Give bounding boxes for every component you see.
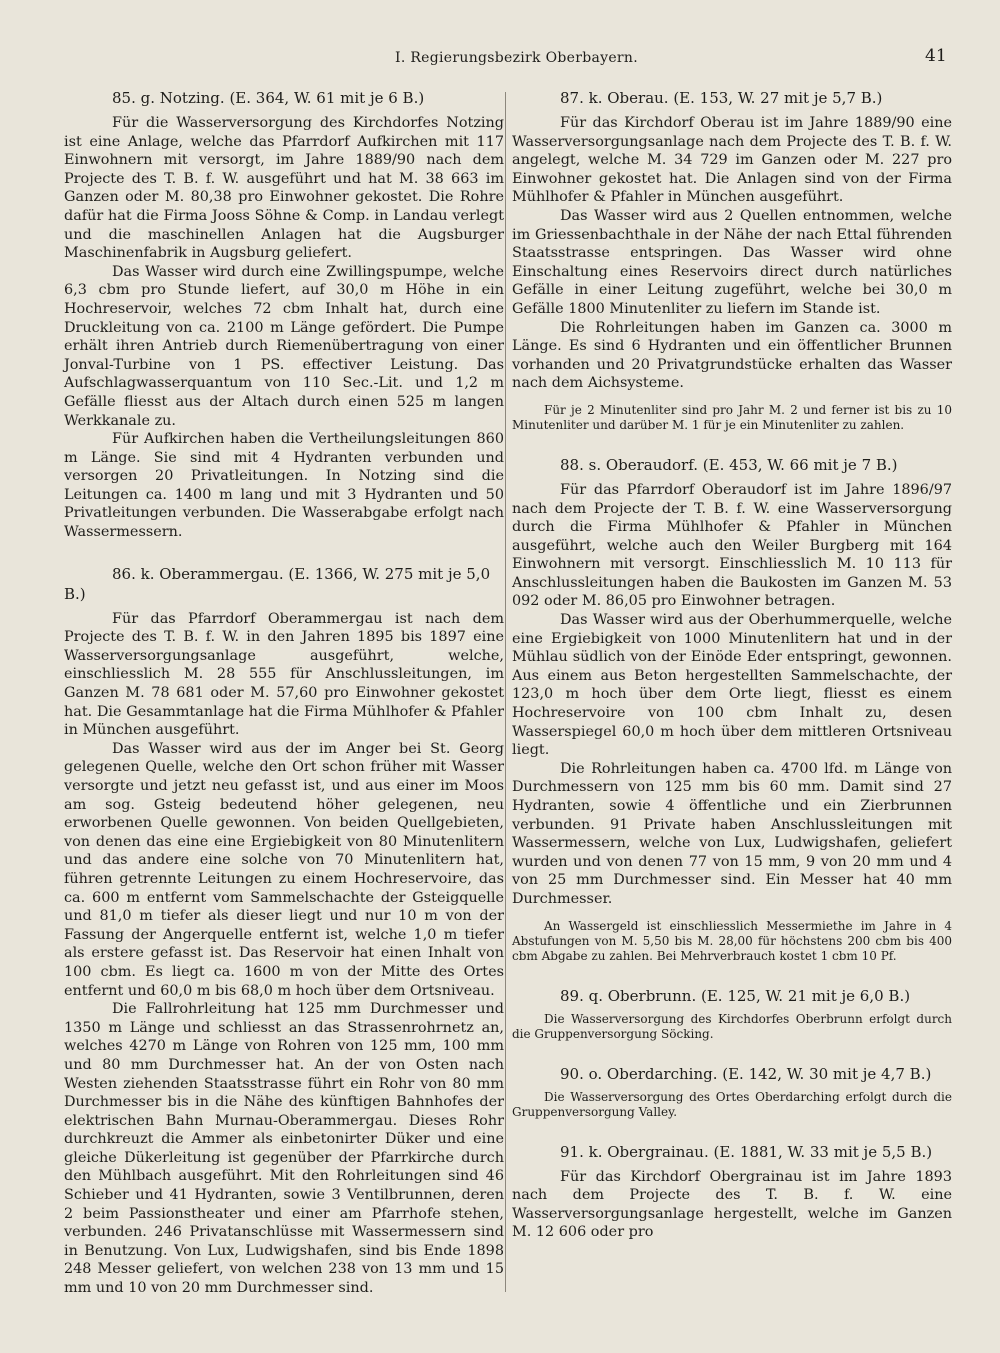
entry-heading-oberammergau: 86. k. Oberammergau. (E. 1366, W. 275 mit je 5,0 B.) bbox=[64, 564, 491, 603]
entry-heading-notzing: 85. g. Notzing. (E. 364, W. 61 mit je 6 B.) bbox=[112, 89, 425, 107]
right-column bbox=[512, 88, 952, 1242]
paragraph: Für das Kirchdorf Obergrainau ist im Jahre 1893 nach dem Projecte des T. B. f. W. eine Wasserversorgungsanlage hergestellt, welche im Ganzen M. 12 606 oder pro bbox=[512, 1168, 952, 1241]
paragraph: Die Wasserversorgung des Ortes Oberdarching erfolgt durch die Gruppenversorgung Valley. bbox=[512, 1089, 952, 1119]
page-header bbox=[0, 46, 1000, 70]
footnote: Für je 2 Minutenliter sind pro Jahr M. 2 und ferner ist bis zu 10 Minutenliter und darüber M. 1 für je ein Minutenliter zu zahlen. bbox=[512, 402, 952, 432]
entry-heading-oberdarching: 90. o. Oberdarching. (E. 142, W. 30 mit je 4,7 B.) bbox=[560, 1064, 932, 1083]
paragraph: Für das Kirchdorf Oberau ist im Jahre 1889/90 eine Wasserversorgungsanlage nach dem Projecte des T. B. f. W. angelegt, welche M. 34 729 im Ganzen oder M. 227 pro Einwohner gekostet hat. Die Anlagen sind von der Firma Mühlhofer & Pfahler in München ausgeführt. bbox=[512, 115, 952, 206]
left-column bbox=[64, 88, 504, 1298]
page-number: 41 bbox=[925, 46, 947, 66]
running-head: I. Regierungsbezirk Oberbayern. bbox=[395, 50, 638, 66]
paragraph: Die Rohrleitungen haben im Ganzen ca. 3000 m Länge. Es sind 6 Hydranten und ein öffentlicher Brunnen vorhanden und 20 Privatgrundstücke erhalten das Wasser nach dem Aichsysteme. bbox=[512, 319, 952, 392]
paragraph: Die Wasserversorgung des Kirchdorfes Oberbrunn erfolgt durch die Gruppenversorgung Söcking. bbox=[512, 1011, 952, 1041]
paragraph: Für Aufkirchen haben die Vertheilungsleitungen 860 m Länge. Sie sind mit 4 Hydranten verbunden und versorgen 20 Privatleitungen. In Notzing sind die Leitungen ca. 1400 m lang und mit 3 Hydranten und 50 Privatleitungen verbunden. Die Wasserabgabe erfolgt nach Wassermessern. bbox=[64, 431, 504, 541]
entry-heading-oberau: 87. k. Oberau. (E. 153, W. 27 mit je 5,7 B.) bbox=[560, 89, 883, 107]
paragraph: Das Wasser wird durch eine Zwillingspumpe, welche 6,3 cbm pro Stunde liefert, auf 30,0 m Höhe in ein Hochreservoir, welches 72 cbm Inhalt hat, durch eine Druckleitung von ca. 2100 m Länge gefördert. Die Pumpe erhält ihren Antrieb durch Riemenübertragung von einer Jonval-Turbine von 1 PS. effectiver Leistung. Das Aufschlagwasserquantum von 110 Sec.-Lit. und 1,2 m Gefälle fliesst aus der Altach durch einen 525 m langen Werkkanale zu. bbox=[64, 263, 504, 429]
entry-heading-oberbrunn: 89. q. Oberbrunn. (E. 125, W. 21 mit je 6,0 B.) bbox=[560, 986, 911, 1005]
paragraph: Das Wasser wird aus 2 Quellen entnommen, welche im Griessenbachthale in der Nähe der nach Ettal führenden Staatsstrasse entspringen. Das Wasser wird ohne Einschaltung eines Reservoirs direct durch natürliches Gefälle in einer Leitung zugeführt, welche bei 30,0 m Gefälle 1800 Minutenliter zu liefern im Stande ist. bbox=[512, 207, 952, 317]
entry-heading-oberaudorf: 88. s. Oberaudorf. (E. 453, W. 66 mit je 7 B.) bbox=[560, 455, 898, 474]
footnote: An Wassergeld ist einschliesslich Messermiethe im Jahre in 4 Abstufungen von M. 5,50 bis M. 28,00 für höchstens 200 cbm bis 400 cbm Abgabe zu zahlen. Bei Mehrverbrauch kostet 1 cbm 10 Pf. bbox=[512, 918, 952, 963]
paragraph: Die Fallrohrleitung hat 125 mm Durchmesser und 1350 m Länge und schliesst an das Strassenrohrnetz an, welches 4270 m Länge von Rohren von 125 mm, 100 mm und 80 mm Durchmesser hat. An der von Osten nach Westen ziehenden Staatsstrasse führt ein Rohr von 80 mm Durchmesser bis in die Nähe des künftigen Bahnhofes der elektrischen Bahn Murnau-Oberammergau. Dieses Rohr durchkreuzt die Ammer als einbetonirter Düker und eine gleiche Dükerleitung ist gegenüber der Pfarrkirche durch den Mühlbach ausgeführt. Mit den Rohrleitungen sind 46 Schieber und 41 Hydranten, sowie 3 Ventilbrunnen, deren 2 beim Passionstheater und einer am Pfarrhofe stehen, verbunden. 246 Privatanschlüsse mit Wassermessern sind in Benutzung. Von Lux, Ludwigshafen, sind bis Ende 1898 248 Messer geliefert, von welchen 238 von 13 mm und 15 mm und 10 von 20 mm Durchmesser sind. bbox=[64, 1001, 504, 1297]
entry-heading-obergrainau: 91. k. Obergrainau. (E. 1881, W. 33 mit je 5,5 B.) bbox=[560, 1142, 933, 1161]
paragraph: Das Wasser wird aus der Oberhummerquelle, welche eine Ergiebigkeit von 1000 Minutenlitern hat und in der Mühlau südlich von der Einöde Eder entspringt, gewonnen. Aus einem aus Beton hergestellten Sammelschachte, der 123,0 m hoch über dem Orte liegt, fliesst es einem Hochreservoire von 100 cbm Inhalt zu, desen Wasserspiegel 60,0 m hoch über dem mittleren Ortsniveau liegt. bbox=[512, 612, 952, 759]
paragraph: Das Wasser wird aus der im Anger bei St. Georg gelegenen Quelle, welche den Ort schon früher mit Wasser versorgte und jetzt neu gefasst ist, und aus einer im Moos am sog. Gsteig bedeutend höher gelegenen, neu erworbenen Quelle gewonnen. Von beiden Quellgebieten, von denen das eine eine Ergiebigkeit von 80 Minutenlitern und das andere eine solche von 70 Minutenlitern hat, führen getrennte Leitungen zu einem Hochreservoire, das ca. 600 m entfernt vom Sammelschachte der Gsteigquelle und 81,0 m tiefer als dieser liegt und nur 10 m von der Fassung der Angerquelle entfernt ist, welche 1,0 m tiefer als erstere gefasst ist. Das Reservoir hat einen Inhalt von 100 cbm. Es liegt ca. 1600 m von der Mitte des Ortes entfernt und 60,0 m bis 68,0 m hoch über dem Ortsniveau. bbox=[64, 740, 504, 999]
paragraph: Für das Pfarrdorf Oberammergau ist nach dem Projecte des T. B. f. W. in den Jahren 1895 bis 1897 eine Wasserversorgungsanlage ausgeführt, welche, einschliesslich M. 28 555 für Anschlussleitungen, im Ganzen M. 78 681 oder M. 57,60 pro Einwohner gekostet hat. Die Gesammtanlage hat die Firma Mühlhofer & Pfahler in München ausgeführt. bbox=[64, 610, 504, 739]
column-divider bbox=[505, 92, 506, 1292]
paragraph: Für das Pfarrdorf Oberaudorf ist im Jahre 1896/97 nach dem Projecte der T. B. f. W. eine Wasserversorgung durch die Firma Mühlhofer & Pfahler in München ausgeführt, welche auch den Weiler Burgberg mit 164 Einwohnern mit versorgt. Einschliesslich M. 10 113 für Anschlussleitungen haben die Baukosten im Ganzen M. 53 092 oder M. 86,05 pro Einwohner betragen. bbox=[512, 481, 952, 610]
paragraph: Für die Wasserversorgung des Kirchdorfes Notzing ist eine Anlage, welche das Pfarrdorf Aufkirchen mit 117 Einwohnern mit versorgt, im Jahre 1889/90 nach dem Projecte des T. B. f. W. ausgeführt und hat M. 38 663 im Ganzen oder M. 80,38 pro Einwohner gekostet. Die Rohre dafür hat die Firma Jooss Söhne & Comp. in Landau verlegt und die maschinellen Anlagen hat die Augsburger Maschinenfabrik in Augsburg geliefert. bbox=[64, 115, 504, 262]
paragraph: Die Rohrleitungen haben ca. 4700 lfd. m Länge von Durchmessern von 125 mm bis 60 mm. Damit sind 27 Hydranten, sowie 4 öffentliche und ein Zierbrunnen verbunden. 91 Private haben Anschlussleitungen mit Wassermessern, welche von Lux, Ludwigshafen, geliefert wurden und von denen 77 von 15 mm, 9 von 20 mm und 4 von 25 mm Durchmesser sind. Ein Messer hat 40 mm Durchmesser. bbox=[512, 760, 952, 907]
